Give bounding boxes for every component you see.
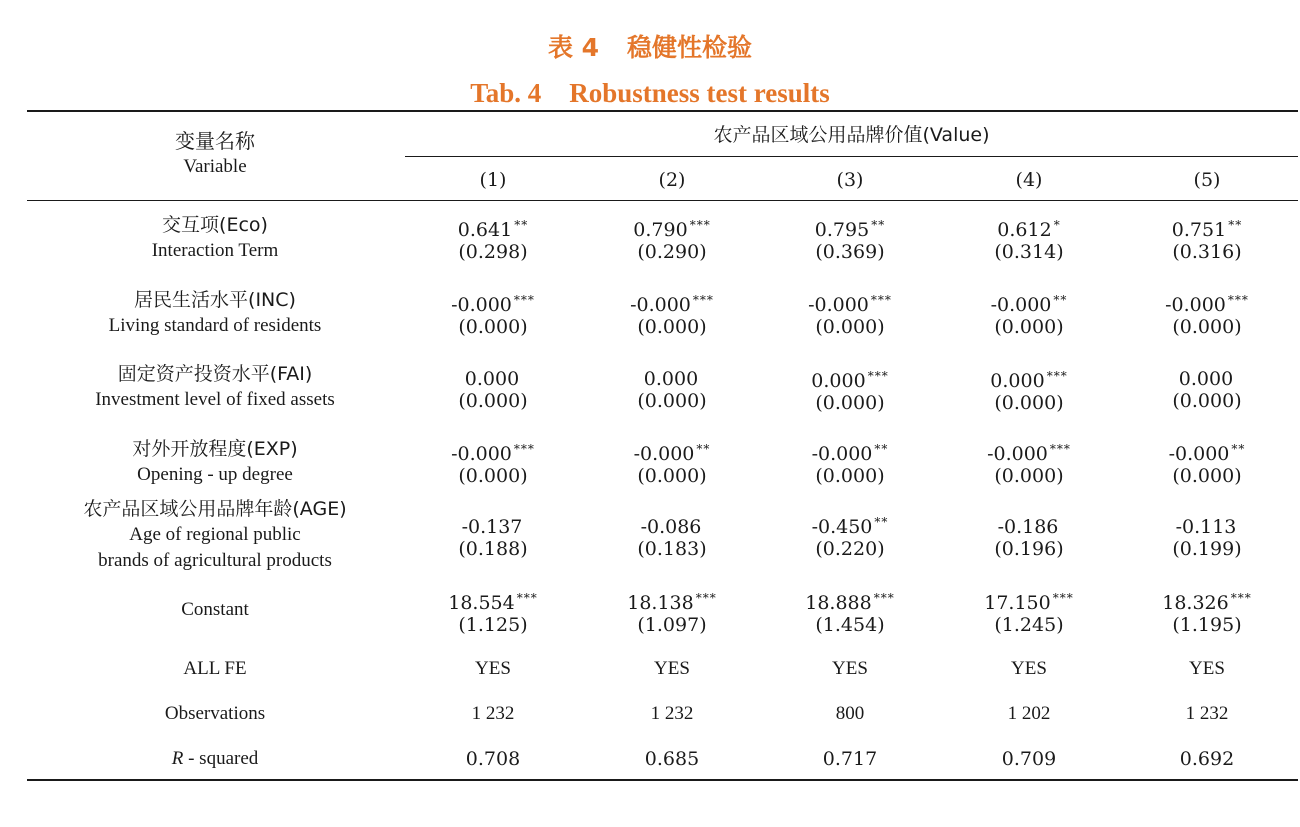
obs-cell: 1 232 — [1185, 703, 1229, 724]
header-rule — [27, 200, 1298, 201]
coef-cell: 0.000 *** — [811, 369, 889, 392]
se-cell: (0.369) — [815, 241, 885, 263]
se-cell: (0.220) — [815, 538, 885, 560]
se-cell: (0.000) — [637, 390, 707, 412]
coef-cell: -0.186 — [997, 516, 1059, 538]
coef-cell: 0.000 — [643, 368, 699, 390]
coef-cell: 0.000 *** — [990, 369, 1068, 392]
column-header-2: (2) — [658, 169, 686, 191]
se-cell: (0.000) — [1172, 316, 1242, 338]
row-label: 固定资产投资水平(FAI) Investment level of fixed assets — [95, 363, 335, 410]
se-cell: (0.000) — [815, 392, 885, 414]
coef-cell: 0.790 *** — [633, 218, 711, 241]
row-label: 交互项(Eco) Interaction Term — [151, 214, 279, 261]
fe-cell: YES — [654, 658, 690, 679]
se-cell: (0.000) — [458, 316, 528, 338]
se-cell: (0.188) — [458, 538, 528, 560]
coef-cell: 0.795 ** — [814, 218, 886, 241]
se-cell: (0.314) — [994, 241, 1064, 263]
coef-cell: 0.612 * — [997, 218, 1061, 241]
se-cell: (0.000) — [458, 465, 528, 487]
row-label: 对外开放程度(EXP) Opening - up degree — [132, 438, 298, 485]
fe-cell: YES — [1189, 658, 1225, 679]
coef-cell: -0.086 — [640, 516, 702, 538]
row-label: ALL FE — [183, 658, 247, 679]
coef-cell: 17.150 *** — [984, 591, 1074, 614]
se-cell: (0.000) — [1172, 465, 1242, 487]
se-cell: (0.000) — [1172, 390, 1242, 412]
se-cell: (1.097) — [637, 614, 707, 636]
se-cell: (0.316) — [1172, 241, 1242, 263]
coef-cell: -0.000 *** — [808, 293, 892, 316]
coef-cell: 18.554 *** — [448, 591, 538, 614]
coef-cell: 0.641 ** — [457, 218, 529, 241]
obs-cell: 1 232 — [650, 703, 694, 724]
r2-cell: 0.692 — [1179, 748, 1235, 770]
coef-cell: -0.000 ** — [1168, 442, 1246, 465]
r2-cell: 0.709 — [1001, 748, 1057, 770]
coef-cell: 18.888 *** — [805, 591, 895, 614]
r2-cell: 0.717 — [822, 748, 878, 770]
coef-cell: -0.137 — [461, 516, 523, 538]
dependent-underline — [405, 156, 1298, 157]
se-cell: (1.454) — [815, 614, 885, 636]
obs-cell: 1 202 — [1007, 703, 1051, 724]
column-header-3: (3) — [836, 169, 864, 191]
se-cell: (0.298) — [458, 241, 528, 263]
variable-header-cn: 变量名称 — [175, 129, 255, 153]
table-caption-en: Robustness test results — [569, 78, 830, 108]
fe-cell: YES — [832, 658, 868, 679]
se-cell: (0.000) — [637, 316, 707, 338]
se-cell: (0.196) — [994, 538, 1064, 560]
se-cell: (0.199) — [1172, 538, 1242, 560]
coef-cell: 0.000 — [464, 368, 520, 390]
se-cell: (1.245) — [994, 614, 1064, 636]
table-title-en — [0, 76, 1300, 110]
coef-cell: 18.138 *** — [627, 591, 717, 614]
row-label: Constant — [181, 599, 249, 620]
row-label: Observations — [164, 703, 266, 724]
coef-cell: -0.000 *** — [451, 442, 535, 465]
fe-cell: YES — [1011, 658, 1047, 679]
table-number-en: Tab. 4 — [470, 78, 542, 108]
r2-cell: 0.708 — [465, 748, 521, 770]
se-cell: (1.125) — [458, 614, 528, 636]
top-rule — [27, 110, 1298, 112]
se-cell: (0.000) — [994, 465, 1064, 487]
se-cell: (0.000) — [815, 465, 885, 487]
coef-cell: -0.113 — [1175, 516, 1237, 538]
coef-cell: -0.000 *** — [1165, 293, 1249, 316]
row-label: 农产品区域公用品牌年龄(AGE) Age of regional public brands of agricultural products — [83, 498, 347, 571]
se-cell: (0.000) — [994, 316, 1064, 338]
coef-cell: -0.000 *** — [451, 293, 535, 316]
row-label: R - squared — [171, 748, 259, 769]
obs-cell: 1 232 — [471, 703, 515, 724]
se-cell: (0.000) — [815, 316, 885, 338]
bottom-rule — [27, 779, 1298, 781]
variable-header — [115, 128, 315, 180]
fe-cell: YES — [475, 658, 511, 679]
se-cell: (0.000) — [637, 465, 707, 487]
coef-cell: -0.000 ** — [990, 293, 1068, 316]
coef-cell: -0.000 ** — [811, 442, 889, 465]
coef-cell: 18.326 *** — [1162, 591, 1252, 614]
column-header-1: (1) — [479, 169, 507, 191]
dependent-variable-header: 农产品区域公用品牌价值(Value) — [713, 124, 990, 146]
column-header-5: (5) — [1193, 169, 1221, 191]
coef-cell: -0.000 *** — [987, 442, 1071, 465]
variable-header-en: Variable — [183, 156, 247, 177]
se-cell: (0.000) — [458, 390, 528, 412]
table-title-cn — [0, 30, 1300, 66]
table-caption-cn: 稳健性检验 — [627, 33, 753, 62]
column-header-4: (4) — [1015, 169, 1043, 191]
se-cell: (0.183) — [637, 538, 707, 560]
coef-cell: -0.000 *** — [630, 293, 714, 316]
coef-cell: -0.000 ** — [633, 442, 711, 465]
se-cell: (0.000) — [994, 392, 1064, 414]
obs-cell: 800 — [835, 703, 865, 724]
coef-cell: 0.751 ** — [1171, 218, 1243, 241]
r2-cell: 0.685 — [644, 748, 700, 770]
se-cell: (1.195) — [1172, 614, 1242, 636]
table-number-cn: 表 4 — [547, 33, 600, 62]
se-cell: (0.290) — [637, 241, 707, 263]
coef-cell: 0.000 — [1178, 368, 1234, 390]
row-label: 居民生活水平(INC) Living standard of residents — [108, 289, 322, 336]
coef-cell: -0.450 ** — [811, 515, 889, 538]
